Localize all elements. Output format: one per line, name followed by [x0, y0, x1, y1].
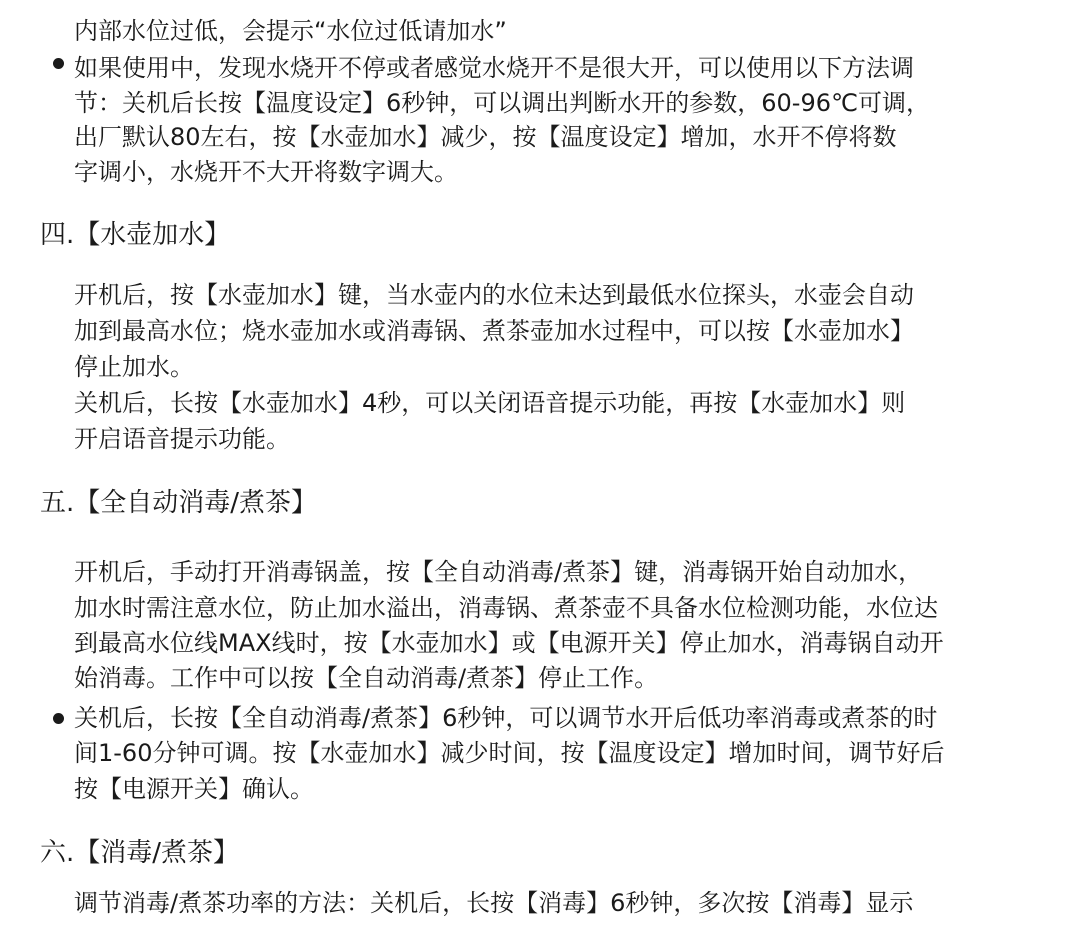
bullet-icon [53, 713, 64, 724]
text-line: 调节消毒/煮茶功率的方法：关机后，长按【消毒】6秒钟，多次按【消毒】显示 [74, 889, 914, 917]
section-heading: 四.【水壶加水】 [40, 220, 231, 250]
text-line: 出厂默认80左右，按【水壶加水】减少，按【温度设定】增加，水开不停将数 [74, 123, 897, 151]
text-line: 开机后，按【水壶加水】键，当水壶内的水位未达到最低水位探头，水壶会自动 [74, 281, 914, 309]
text-line: 开机后，手动打开消毒锅盖，按【全自动消毒/煮茶】键，消毒锅开始自动加水， [74, 558, 923, 586]
text-line: 停止加水。 [74, 353, 194, 381]
section-heading: 五.【全自动消毒/煮茶】 [40, 488, 318, 518]
text-line: 内部水位过低，会提示“水位过低请加水” [74, 17, 507, 45]
text-line: 关机后，长按【全自动消毒/煮茶】6秒钟，可以调节水开后低功率消毒或煮茶的时 [74, 704, 938, 732]
text-line: 如果使用中，发现水烧开不停或者感觉水烧开不是很大开，可以使用以下方法调 [74, 54, 914, 82]
text-line: 到最高水位线MAX线时，按【水壶加水】或【电源开关】停止加水，消毒锅自动开 [74, 629, 944, 657]
section-heading: 六.【消毒/煮茶】 [40, 838, 240, 868]
text-line: 字调小，水烧开不大开将数字调大。 [74, 158, 458, 186]
text-line: 关机后，长按【水壶加水】4秒，可以关闭语音提示功能，再按【水壶加水】则 [74, 389, 906, 417]
text-line: 间1-60分钟可调。按【水壶加水】减少时间，按【温度设定】增加时间，调节好后 [74, 739, 945, 767]
text-line: 加到最高水位；烧水壶加水或消毒锅、煮茶壶加水过程中，可以按【水壶加水】 [74, 317, 914, 345]
text-line: 按【电源开关】确认。 [74, 775, 314, 803]
text-line: 始消毒。工作中可以按【全自动消毒/煮茶】停止工作。 [74, 664, 659, 692]
bullet-icon [53, 58, 64, 69]
text-line: 加水时需注意水位，防止加水溢出，消毒锅、煮茶壶不具备水位检测功能，水位达 [74, 594, 938, 622]
text-line: 节：关机后长按【温度设定】6秒钟，可以调出判断水开的参数，60-96℃可调， [74, 89, 930, 117]
text-line: 开启语音提示功能。 [74, 425, 290, 453]
